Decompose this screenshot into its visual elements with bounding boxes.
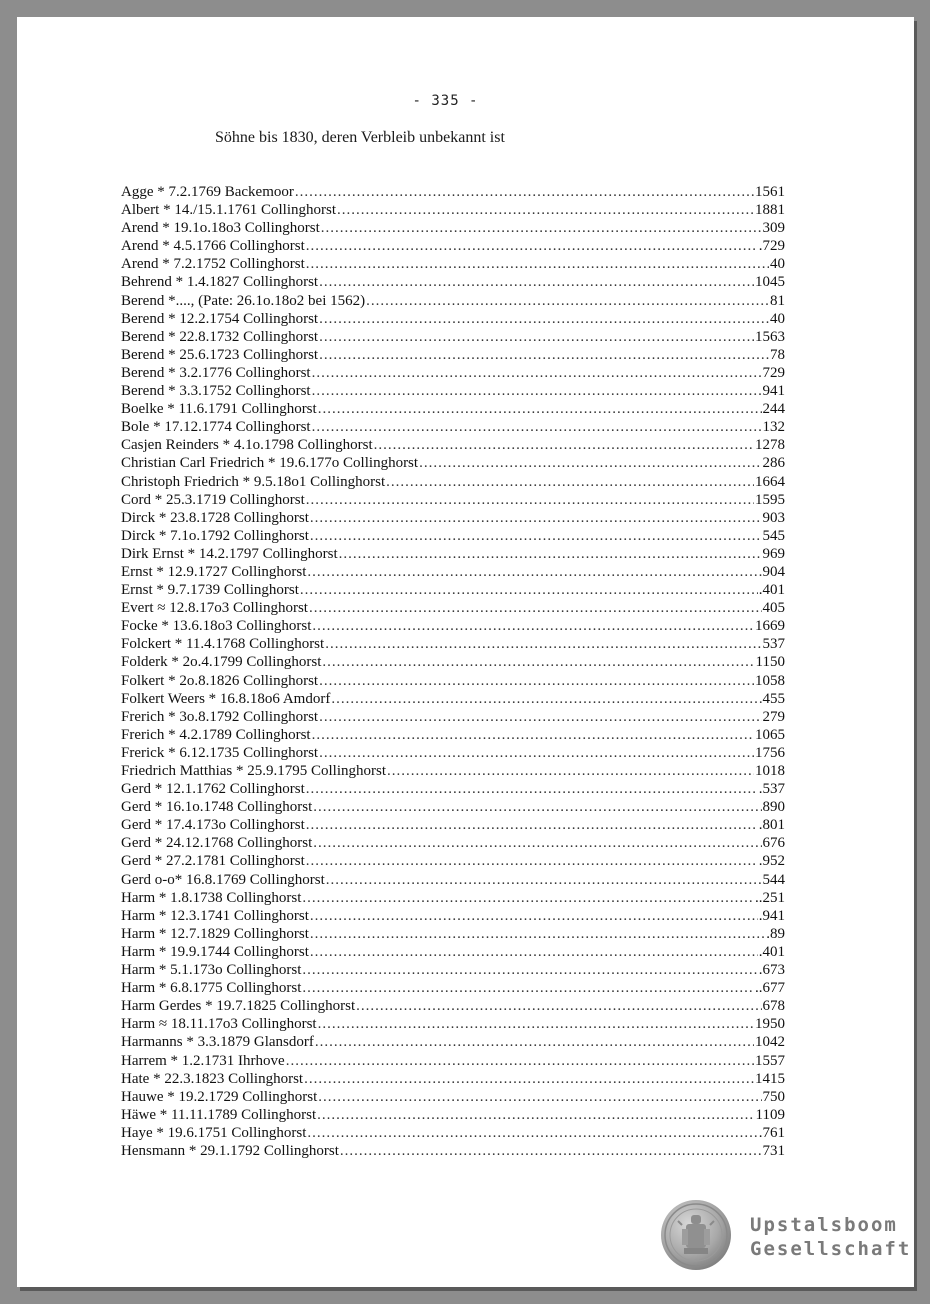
entry-page-number: .673 [758,962,785,979]
entry-page-number: 244 [762,401,785,418]
entry-name: Harm * 6.8.1775 Collinghorst [121,980,302,997]
entry-page-number: 1881 [755,202,785,219]
logo-line-1: Upstalsboom [750,1214,898,1236]
index-entry [121,997,785,1015]
entry-page-number: .941 [758,907,785,924]
entry-page-number: 132 [762,419,785,436]
index-entry [121,545,785,563]
entry-page-number: 309 [762,220,785,237]
entry-name: Cord * 25.3.1719 Collinghorst [121,491,305,508]
entry-page-number: 537 [762,636,785,653]
index-entry [121,653,785,671]
dot-leader [313,798,761,816]
dot-leader [306,780,758,798]
entry-page-number: 1557 [755,1052,785,1069]
entry-name: Harm * 12.3.1741 Collinghorst [121,907,309,924]
entry-page-number: .401 [758,582,785,599]
index-entry [121,1070,785,1088]
entry-page-number: 40 [770,256,785,273]
entry-name: Harm Gerdes * 19.7.1825 Collinghorst [121,998,356,1015]
index-entry [121,1142,785,1160]
entry-page-number: 545 [762,527,785,544]
entry-name: Haye * 19.6.1751 Collinghorst [121,1124,307,1141]
entry-name: Frerick * 6.12.1735 Collinghorst [121,744,319,761]
dot-leader [310,509,762,527]
entry-name: Friedrich Matthias * 25.9.1795 Collinghorst [121,763,386,779]
index-entry [121,798,785,816]
index-entry [121,1052,785,1070]
entry-page-number: 279 [762,708,785,725]
index-entry [121,744,785,762]
index-entry [121,943,785,961]
dot-leader [300,581,758,599]
entry-name: Agge * 7.2.1769 Backemoor [121,184,294,200]
entry-page-number: 1018 [755,763,785,779]
entry-page-number: 1415 [755,1070,785,1087]
entry-name: Folderk * 2o.4.1799 Collinghorst [121,654,322,671]
dot-leader [315,1033,754,1051]
index-entry [121,418,785,436]
entry-page-number: 1664 [755,473,785,490]
dot-leader [386,473,754,491]
entry-page-number: 1950 [755,1016,785,1033]
index-entry [121,581,785,599]
entry-page-number: 750 [762,1088,785,1105]
dot-leader [419,454,761,472]
entry-name: Harm ≈ 18.11.17o3 Collinghorst [121,1016,317,1033]
upstalsboom-logo [660,1199,912,1279]
entry-page-number: ..251 [755,889,785,906]
dot-leader [302,961,757,979]
entry-name: Berend * 12.2.1754 Collinghorst [121,310,319,327]
entry-page-number: ..677 [755,980,785,997]
index-entry [121,219,785,237]
entry-page-number: 1563 [755,328,785,345]
dot-leader [309,599,762,617]
entry-page-number: 286 [762,455,785,472]
dot-leader [356,997,761,1015]
index-entry [121,1124,785,1142]
dot-leader [286,1052,754,1070]
index-entry [121,292,785,310]
index-entry [121,527,785,545]
entry-name: Frerich * 4.2.1789 Collinghorst [121,726,311,743]
entry-page-number: 904 [762,563,785,580]
entry-page-number: 1045 [755,274,785,291]
dot-leader [319,744,754,762]
dot-leader [321,219,762,237]
index-entry [121,473,785,491]
entry-name: Häwe * 11.11.1789 Collinghorst [121,1106,317,1123]
entry-name: Dirck * 23.8.1728 Collinghorst [121,509,309,526]
dot-leader [366,292,769,310]
dot-leader [319,708,761,726]
dot-leader [295,183,754,201]
index-entry [121,961,785,979]
entry-name: Focke * 13.6.18o3 Collinghorst [121,618,312,635]
dot-leader [318,400,762,418]
entry-name: Harm * 12.7.1829 Collinghorst [121,925,309,942]
index-entry [121,237,785,255]
logo-text [750,1213,911,1261]
index-entry [121,491,785,509]
seal-icon [660,1199,732,1271]
entry-page-number: 405 [762,600,785,617]
index-entry [121,672,785,690]
entry-page-number: 1278 [755,437,785,454]
dot-leader [306,852,758,870]
dot-leader [310,527,762,545]
index-entry [121,780,785,798]
index-entry [121,436,785,454]
entry-page-number: 676 [762,835,785,852]
entry-name: Folkert Weers * 16.8.18o6 Amdorf [121,690,331,707]
entry-name: Dirk Ernst * 14.2.1797 Collinghorst [121,545,338,562]
entry-name: Hauwe * 19.2.1729 Collinghorst [121,1088,318,1105]
dot-leader [339,545,762,563]
index-entry [121,255,785,273]
entry-name: Gerd * 12.1.1762 Collinghorst [121,781,305,798]
entry-page-number: 1756 [755,744,785,761]
entry-name: Harrem * 1.2.1731 Ihrhove [121,1052,285,1069]
dot-leader [306,816,758,834]
dot-leader [387,762,754,780]
index-entry [121,852,785,870]
index-entry [121,599,785,617]
dot-leader [319,310,769,328]
entry-page-number: .761 [758,1124,785,1141]
entry-page-number: 941 [762,383,785,400]
entry-page-number: .537 [758,781,785,798]
dot-leader [302,889,754,907]
entry-name: Albert * 14./15.1.1761 Collinghorst [121,202,336,219]
dot-leader [337,201,754,219]
entry-name: Ernst * 9.7.1739 Collinghorst [121,582,299,599]
index-entry [121,400,785,418]
index-entry [121,454,785,472]
entry-page-number: 81 [770,292,785,309]
entry-page-number: .729 [758,238,785,255]
index-entry [121,907,785,925]
index-entry [121,183,785,201]
dot-leader [306,255,769,273]
index-entry [121,201,785,219]
entry-name: Harmanns * 3.3.1879 Glansdorf [121,1034,314,1051]
dot-leader [312,364,762,382]
dot-leader [304,1070,754,1088]
dot-leader [318,1088,761,1106]
entry-name: Gerd o-o* 16.8.1769 Collinghorst [121,871,325,888]
index-entry [121,346,785,364]
entry-page-number: 1595 [755,491,785,508]
entry-name: Christian Carl Friedrich * 19.6.177o Collinghorst [121,455,419,472]
index-entry [121,834,785,852]
entry-name: Harm * 1.8.1738 Collinghorst [121,889,302,906]
entry-page-number: 890 [762,799,785,816]
dot-leader [319,672,754,690]
entry-page-number: .89 [766,925,785,942]
index-entry [121,364,785,382]
dot-leader [312,382,762,400]
entry-page-number: 969 [762,545,785,562]
entry-name: Arend * 4.5.1766 Collinghorst [121,238,305,255]
index-entry [121,1106,785,1124]
dot-leader [310,943,758,961]
entry-name: Folckert * 11.4.1768 Collinghorst [121,636,325,653]
entry-page-number: 455 [762,690,785,707]
dot-leader [312,726,754,744]
dot-leader [313,834,761,852]
dot-leader [307,1124,757,1142]
index-entry [121,762,785,780]
index-entry [121,690,785,708]
entry-name: Christoph Friedrich * 9.5.18o1 Collinghorst [121,473,386,490]
entry-name: Dirck * 7.1o.1792 Collinghorst [121,527,309,544]
dot-leader [302,979,754,997]
entry-name: Harm * 19.9.1744 Collinghorst [121,943,309,960]
dot-leader [319,273,754,291]
entry-page-number: 1561 [755,184,785,200]
index-entry [121,273,785,291]
entry-name: Behrend * 1.4.1827 Collinghorst [121,274,319,291]
entry-page-number: 1058 [755,672,785,689]
entry-name: Boelke * 11.6.1791 Collinghorst [121,401,317,418]
index-entry [121,889,785,907]
entry-name: Berend * 3.3.1752 Collinghorst [121,383,311,400]
entry-page-number: 903 [762,509,785,526]
entry-page-number: 78 [770,346,785,363]
index-entry [121,310,785,328]
entry-name: Hate * 22.3.1823 Collinghorst [121,1070,304,1087]
entry-name: Folkert * 2o.8.1826 Collinghorst [121,672,319,689]
dot-leader [322,653,754,671]
entry-page-number: .801 [758,817,785,834]
entry-name: Frerich * 3o.8.1792 Collinghorst [121,708,319,725]
entry-page-number: 1669 [755,618,785,635]
index-entry [121,509,785,527]
entry-name: Arend * 19.1o.18o3 Collinghorst [121,220,320,237]
dot-leader [318,1015,754,1033]
dot-leader [374,436,754,454]
index-entry [121,617,785,635]
entry-name: Berend *...., (Pate: 26.1o.18o2 bei 1562) [121,292,366,309]
index-entry [121,979,785,997]
dot-leader [325,635,761,653]
dot-leader [312,617,754,635]
entry-name: Bole * 17.12.1774 Collinghorst [121,419,311,436]
index-entry [121,708,785,726]
entry-name: Gerd * 16.1o.1748 Collinghorst [121,799,313,816]
dot-leader [331,690,761,708]
logo-line-2: Gesellschaft [750,1238,912,1260]
dot-leader [319,328,754,346]
entry-name: Hensmann * 29.1.1792 Collinghorst [121,1142,339,1159]
entry-page-number: 40 [770,310,785,327]
dot-leader [312,418,762,436]
entry-name: Gerd * 17.4.173o Collinghorst [121,817,305,834]
index-entry [121,328,785,346]
dot-leader [326,871,762,889]
entry-page-number: 678 [762,998,785,1015]
entry-name: Evert ≈ 12.8.17o3 Collinghorst [121,600,308,617]
dot-leader [306,237,758,255]
entry-name: Ernst * 12.9.1727 Collinghorst [121,563,307,580]
index-list [121,183,785,1160]
index-entry [121,925,785,943]
dot-leader [310,925,765,943]
entry-page-number: 1065 [755,726,785,743]
dot-leader [319,346,769,364]
entry-name: Berend * 3.2.1776 Collinghorst [121,364,311,381]
index-entry [121,871,785,889]
entry-page-number: 729 [762,364,785,381]
dot-leader [317,1106,754,1124]
page-title: Söhne bis 1830, deren Verbleib unbekannt ist [215,129,505,146]
entry-name: Gerd * 24.12.1768 Collinghorst [121,835,313,852]
entry-page-number: .401 [758,943,785,960]
index-entry [121,382,785,400]
entry-page-number: 731 [762,1142,785,1159]
document-page [17,17,914,1287]
entry-name: Arend * 7.2.1752 Collinghorst [121,256,305,273]
dot-leader [306,491,754,509]
page-number: - 335 - [412,93,479,109]
index-entry [121,1033,785,1051]
dot-leader [310,907,758,925]
entry-page-number: 1150 [755,654,785,671]
entry-name: Harm * 5.1.173o Collinghorst [121,962,302,979]
dot-leader [340,1142,762,1160]
index-entry [121,1088,785,1106]
entry-name: Casjen Reinders * 4.1o.1798 Collinghorst [121,437,373,454]
entry-page-number: 1042 [755,1034,785,1051]
entry-name: Berend * 22.8.1732 Collinghorst [121,328,319,345]
dot-leader [307,563,761,581]
index-entry [121,726,785,744]
index-entry [121,816,785,834]
index-entry [121,563,785,581]
entry-page-number: .952 [758,853,785,870]
entry-page-number: 1109 [755,1106,785,1123]
entry-page-number: 544 [762,871,785,888]
index-entry [121,1015,785,1033]
entry-name: Berend * 25.6.1723 Collinghorst [121,346,319,363]
index-entry [121,635,785,653]
entry-name: Gerd * 27.2.1781 Collinghorst [121,853,305,870]
